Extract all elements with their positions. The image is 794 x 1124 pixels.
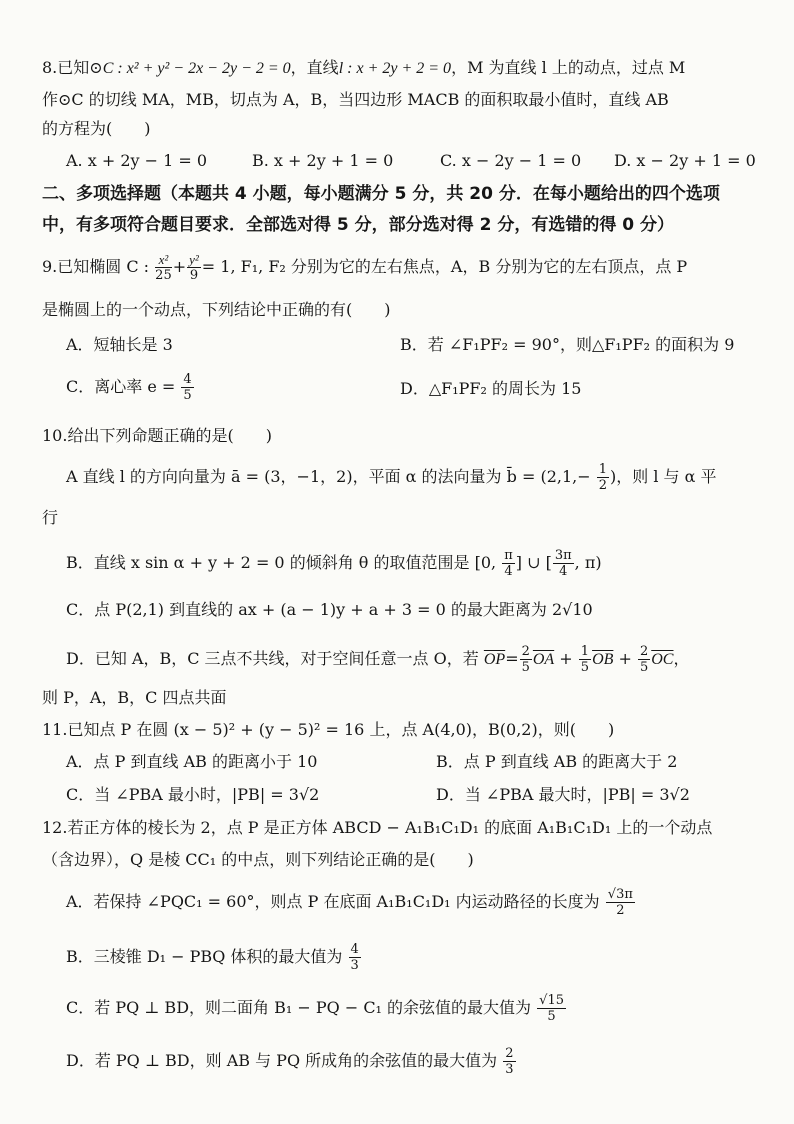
q10-denominator: 5: [580, 660, 590, 675]
q10-option-d: D．已知 A，B，C 三点不共线，对于空间任意一点 O，若 $\overline{OP}=$ $\frac{2}{5}$ $\overline{OA}$ + $\frac{1}{5}$ $\overline{OB}$ + $\frac{2}{5}$ $\overline{OC}$，: [66, 644, 690, 675]
q11-option-c: C．当 ∠PBA 最小时，|PB| = 3√2: [66, 785, 320, 804]
q9-eccentricity-fraction: [181, 372, 193, 403]
q12-line-1: 12.若正方体的棱长为 2，点 P 是正方体 ABCD − A₁B₁C₁D₁ 的底面 A₁B₁C₁D₁ 上的一个动点: [42, 818, 713, 837]
q12-denominator: 2: [616, 903, 625, 918]
q10-option-a-line-2: 行: [42, 508, 59, 527]
q10-a-text: )，则 l 与 α 平: [610, 467, 717, 486]
q10-d-fraction-3: [638, 644, 650, 675]
q12-c-text: C．若 PQ ⊥ BD，则二面角 B₁ − PQ − C₁ 的余弦值的最大值为: [66, 998, 532, 1017]
q9-numerator: x²: [155, 252, 172, 268]
q10-d-fraction-2: [579, 644, 591, 675]
q12-option-d: [66, 1046, 760, 1077]
q12-numerator: 2: [505, 1046, 514, 1061]
q10-d-text: D．已知 A，B，C 三点不共线，对于空间任意一点 O，若: [66, 649, 479, 668]
q10-denominator: 2: [598, 478, 608, 493]
q10-b-text: , π): [574, 553, 602, 572]
q12-a-text: A．若保持 ∠PQC₁ = 60°，则点 P 在底面 A₁B₁C₁D₁ 内运动路径的长度为: [66, 892, 600, 911]
q10-vector-ob: $\overline{OB}$: [592, 651, 614, 668]
q9-plus: +: [172, 257, 187, 276]
q12-denominator: 3: [350, 958, 359, 973]
q12-denominator: 5: [547, 1009, 556, 1024]
q11-head: 11.已知点 P 在圆 (x − 5)² + (y − 5)² = 16 上，点 A(4,0)，B(0,2)，则( ): [42, 720, 615, 739]
q10-head: 10.给出下列命题正确的是( ): [42, 426, 272, 445]
q10-option-d-line-2: 则 P，A，B，C 四点共面: [42, 688, 227, 707]
q9-denominator: 9: [189, 268, 199, 283]
q12-option-c: [66, 993, 760, 1024]
q9-numerator: 4: [183, 372, 192, 387]
q10-b-fraction-1: [502, 548, 515, 579]
q11-option-a: A．点 P 到直线 AB 的距离小于 10: [66, 752, 318, 771]
q10-numerator: 1: [598, 462, 608, 477]
q10-option-a: [66, 462, 760, 493]
q9-numerator: y²: [189, 252, 199, 267]
q11-option-b: B．点 P 到直线 AB 的距离大于 2: [436, 752, 678, 771]
q10-equals: =: [505, 649, 519, 668]
q12-numerator: 4: [350, 942, 359, 957]
q10-denominator: 4: [559, 564, 568, 579]
q8-line-1: [42, 56, 760, 81]
q11-option-d: D．当 ∠PBA 最大时，|PB| = 3√2: [436, 785, 690, 804]
q10-denominator: 5: [639, 660, 649, 675]
q9-fraction-y: [187, 252, 201, 283]
q12-numerator: √15: [539, 993, 564, 1008]
q12-a-fraction: [606, 887, 635, 918]
q8-text: ，直线: [290, 58, 339, 77]
q9-denominator: 5: [183, 388, 192, 403]
q12-d-fraction: [503, 1046, 515, 1077]
q12-b-fraction: [349, 942, 361, 973]
q8-line-equation: l : x + 2y + 2 = 0: [338, 60, 452, 77]
q9-option-c-text: C．离心率 e =: [66, 377, 176, 396]
q12-d-text: D．若 PQ ⊥ BD，则 AB 与 PQ 所成角的余弦值的最大值为: [66, 1051, 498, 1070]
q8-option-b: B. x + 2y + 1 = 0: [252, 151, 394, 170]
q10-denominator: 5: [521, 660, 530, 675]
q9-option-d: D．△F₁PF₂ 的周长为 15: [400, 379, 582, 398]
q10-vector-oa: $\overline{OA}$: [532, 651, 555, 668]
section-heading-line-2: 中，有多项符合题目要求．全部选对得 5 分，部分选对得 2 分，有选错的得 0 分）: [42, 215, 674, 235]
q12-line-2: （含边界），Q 是棱 CC₁ 的中点，则下列结论正确的是( ): [42, 850, 474, 869]
q9-line-1: [42, 252, 760, 283]
q12-denominator: 3: [505, 1062, 514, 1077]
q10-numerator: 2: [639, 644, 649, 659]
q8-option-c: C. x − 2y − 1 = 0: [440, 151, 582, 170]
q9-option-b: B．若 ∠F₁PF₂ = 90°，则△F₁PF₂ 的面积为 9: [400, 335, 735, 354]
q9-text: = 1, F₁, F₂ 分别为它的左右焦点，A，B 分别为它的左右顶点，点 P: [201, 257, 688, 276]
q9-fraction-x: [155, 252, 172, 283]
q12-option-b: [66, 942, 760, 973]
q8-option-a: A. x + 2y − 1 = 0: [66, 151, 208, 170]
q9-option-a: A．短轴长是 3: [66, 335, 173, 354]
q12-numerator: √3π: [607, 887, 633, 902]
q10-denominator: 4: [504, 564, 513, 579]
q10-numerator: 3π: [554, 548, 572, 563]
q10-numerator: π: [504, 548, 513, 563]
q9-line-2: 是椭圆上的一个动点，下列结论中正确的有( ): [42, 300, 391, 319]
q12-option-a: [66, 887, 760, 918]
q10-b-text: B．直线 x sin α + y + 2 = 0 的倾斜角 θ 的取值范围是 [0,: [66, 553, 497, 572]
q10-vector-oc: $\overline{OC}$: [651, 651, 674, 668]
q8-option-d: D. x − 2y + 1 = 0: [614, 151, 756, 170]
q10-a-text: A 直线 l 的方向向量为 ā = (3，−1，2)，平面 α 的法向量为 b̄ = (2,1,−: [66, 467, 591, 486]
q10-numerator: 2: [521, 644, 530, 659]
q10-b-text: ] ∪ [: [515, 553, 552, 572]
q9-denominator: 25: [155, 268, 172, 283]
q10-a-fraction: [597, 462, 609, 493]
q8-text: ，M 为直线 l 上的动点，过点 M: [451, 58, 686, 77]
q9-option-c: [66, 372, 195, 403]
q10-vector-op: $\overline{OP}$: [483, 651, 506, 668]
q10-d-fraction-1: [520, 644, 532, 675]
q8-circle-equation: C : x² + y² − 2x − 2y − 2 = 0: [102, 60, 291, 77]
q12-c-fraction: [537, 993, 566, 1024]
q10-b-fraction-2: [553, 548, 574, 579]
q8-line-2: 作⊙C 的切线 MA，MB，切点为 A，B，当四边形 MACB 的面积取最小值时，直线 AB: [42, 90, 669, 109]
q8-text: 8.已知⊙: [42, 58, 103, 77]
q9-text: 9.已知椭圆 C :: [42, 257, 150, 276]
q10-numerator: 1: [580, 644, 590, 659]
q8-line-3: 的方程为( ): [42, 119, 151, 138]
section-heading-line-1: 二、多项选择题（本题共 4 小题，每小题满分 5 分，共 20 分．在每小题给出的四个选项: [42, 184, 720, 204]
q10-option-c: C．点 P(2,1) 到直线的 ax + (a − 1)y + a + 3 = 0 的最大距离为 2√10: [66, 600, 593, 619]
q12-b-text: B．三棱锥 D₁ − PBQ 体积的最大值为: [66, 947, 343, 966]
q10-option-b: [66, 548, 760, 579]
